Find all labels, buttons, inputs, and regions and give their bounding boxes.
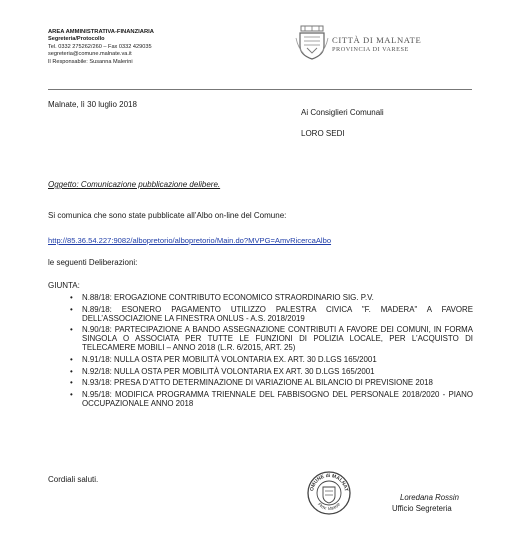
deliberations-list: [70, 293, 473, 411]
bullet-icon: •: [70, 378, 73, 388]
place-date: Malnate, lì 30 luglio 2018: [48, 100, 137, 109]
list-item: [70, 325, 473, 352]
list-item: [70, 378, 473, 387]
closing-greeting: Cordiali saluti.: [48, 475, 99, 484]
header-divider: [48, 89, 472, 90]
deliberation-text: N.91/18: NULLA OSTA PER MOBILITÀ VOLONTARIA EX. ART. 30 D.LGS 165/2001: [82, 355, 377, 365]
phone-fax: Tel. 0332 275262/260 – Fax 0332 429035: [48, 43, 152, 50]
department-name: AREA AMMINISTRATIVA-FINANZIARIA: [48, 29, 154, 35]
deliberation-text: N.95/18: MODIFICA PROGRAMMA TRIENNALE DEL FABBISOGNO DEL PERSONALE 2018/2020 - PIANO OCCUPAZIONALE ANNO 2018: [82, 389, 473, 408]
stamp-top-text: OMUNE di MALNAT: [309, 472, 349, 492]
bullet-icon: •: [70, 304, 73, 314]
deliberation-text: N.88/18: EROGAZIONE CONTRIBUTO ECONOMICO STRAORDINARIO SIG. P.V.: [82, 293, 374, 302]
deliberation-text: N.89/18: ESONERO PAGAMENTO UTILIZZO PALESTRA CIVICA "F. MADERA" A FAVORE DELL’ASSOCIAZIONE LA FINESTRA ONLUS - A.S. 2018/2019: [82, 304, 473, 323]
list-item: [70, 293, 473, 302]
signatory-name: Loredana Rossin: [400, 493, 459, 502]
stamp-bottom-text: Prov. Varese: [316, 501, 342, 512]
recipient-line-1: Ai Consiglieri Comunali: [301, 108, 384, 117]
province-name: PROVINCIA DI VARESE: [332, 46, 409, 53]
list-item: [70, 390, 473, 408]
bullet-icon: •: [70, 389, 73, 399]
city-name: CITTÀ DI MALNATE: [332, 35, 422, 45]
bullet-icon: •: [70, 366, 73, 376]
following-text: le seguenti Deliberazioni:: [48, 258, 138, 267]
section-heading: GIUNTA:: [48, 281, 80, 290]
office-name: Segreteria/Protocollo: [48, 36, 105, 43]
subject-line: Oggetto: Comunicazione pubblicazione delibere.: [48, 180, 221, 189]
responsible-person: Il Responsabile: Susanna Malerini: [48, 58, 133, 65]
bullet-icon: •: [70, 293, 73, 302]
list-item: [70, 367, 473, 376]
bullet-icon: •: [70, 355, 73, 365]
email-address: segreteria@comune.malnate.va.it: [48, 51, 132, 58]
city-crest-icon: [295, 24, 329, 60]
signatory-office: Ufficio Segreteria: [392, 504, 452, 513]
bullet-icon: •: [70, 325, 73, 335]
intro-text: Si comunica che sono state pubblicate all’Albo on-line del Comune:: [48, 211, 287, 220]
deliberation-text: N.93/18: PRESA D’ATTO DETERMINAZIONE DI VARIAZIONE AL BILANCIO DI PREVISIONE 2018: [82, 378, 433, 388]
deliberation-text: N.92/18: NULLA OSTA PER MOBILITÀ VOLONTARIA EX ART. 30 D.LGS 165/2001: [82, 366, 375, 376]
albo-online-link[interactable]: http://85.36.54.227:9082/albopretorio/albopretorio/Main.do?MVPG=AmvRicercaAlbo: [48, 236, 332, 245]
list-item: [70, 355, 473, 364]
deliberation-text: N.90/18: PARTECIPAZIONE A BANDO ASSEGNAZIONE CONTRIBUTI A FAVORE DEI COMUNI, IN FORMA SINGOLA O ASSOCIATA PER TUTTE LE FUNZIONI DI POLIZIA LOCALE, PER L’ACQUISTO DI TELECAMERE MOBILI – ANNO 2018 (L.R. 6/2015, ART. 25): [82, 325, 473, 353]
municipal-stamp-icon: [307, 471, 351, 515]
recipient-line-2: LORO SEDI: [301, 129, 345, 138]
list-item: [70, 305, 473, 323]
letterhead-info: [48, 29, 238, 66]
